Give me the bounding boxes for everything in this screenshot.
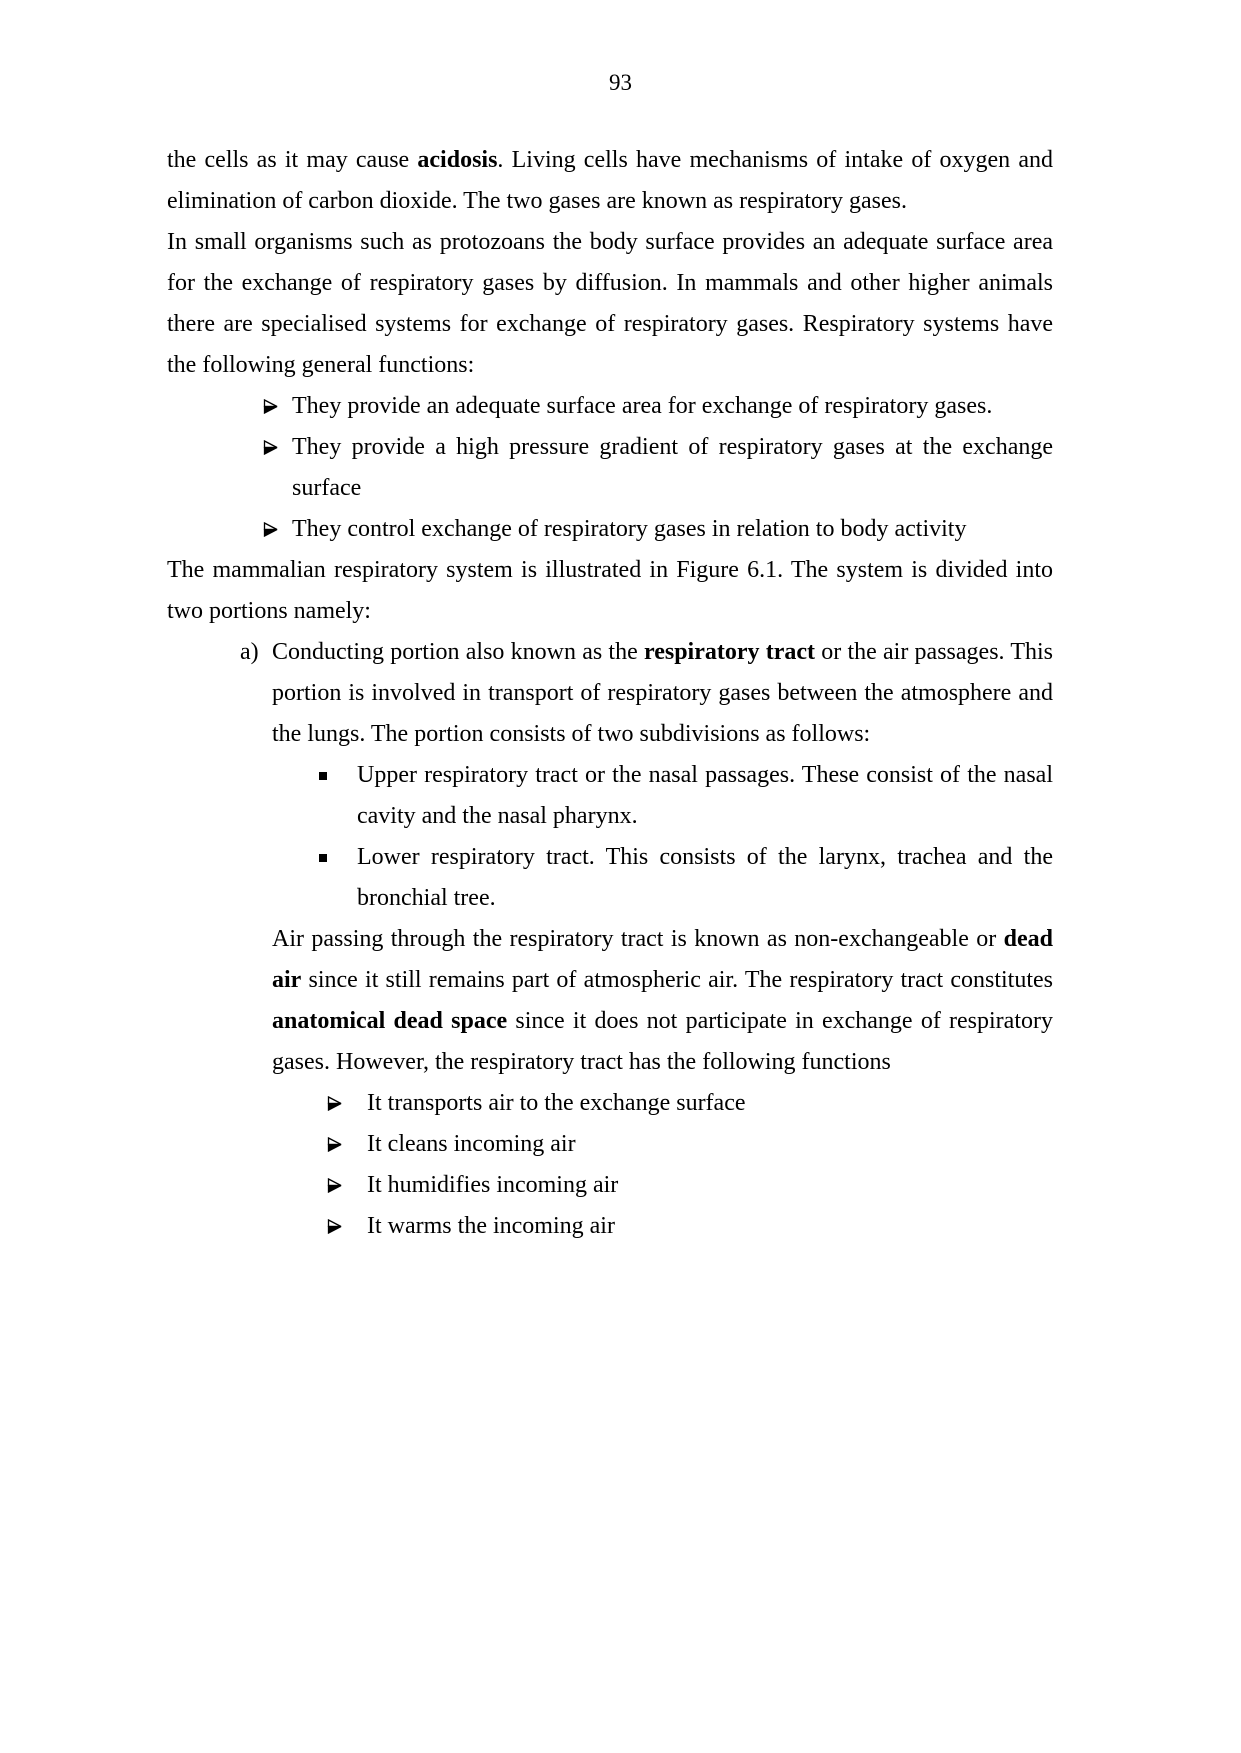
bold-term-dead-air: dead air bbox=[272, 926, 1053, 993]
list-item-text: It humidifies incoming air bbox=[367, 1172, 619, 1198]
list-item-text: It transports air to the exchange surface bbox=[367, 1090, 746, 1116]
list-item bbox=[167, 1165, 1053, 1206]
page-body bbox=[167, 140, 1053, 1247]
list-item-text: Lower respiratory tract. This consists of the larynx, trachea and the bronchial tree. bbox=[357, 844, 1053, 911]
paragraph-text: since it still remains part of atmospheric air. The respiratory tract constitutes bbox=[301, 967, 1053, 993]
paragraph-dead-air bbox=[272, 919, 1053, 1083]
arrow-bullet-icon bbox=[263, 399, 279, 414]
paragraph-text: or the air passages. This portion is involved in transport of respiratory gases between the atmosphere and the lungs. The portion consists of two subdivisions as follows: bbox=[272, 639, 1053, 747]
paragraph-text: . Living cells have mechanisms of intake of oxygen and elimination of carbon dioxide. The two gases are known as respiratory gases. bbox=[167, 147, 1053, 214]
list-item bbox=[167, 837, 1053, 919]
list-item bbox=[167, 1083, 1053, 1124]
arrow-bullet-icon bbox=[263, 440, 279, 455]
paragraph-text: the cells as it may cause bbox=[167, 147, 418, 173]
list-item-text: Upper respiratory tract or the nasal passages. These consist of the nasal cavity and the nasal pharynx. bbox=[357, 762, 1053, 829]
list-item-text: They provide an adequate surface area for exchange of respiratory gases. bbox=[292, 393, 993, 419]
paragraph-small-organisms: In small organisms such as protozoans the body surface provides an adequate surface area for the exchange of respiratory gases by diffusion. In mammals and other higher animals there are specialised systems for exchange of respiratory gases. Respiratory systems have the following general functions: bbox=[167, 229, 1053, 378]
arrow-bullet-icon bbox=[327, 1219, 343, 1234]
list-item bbox=[167, 386, 1053, 427]
paragraph-mammalian-system: The mammalian respiratory system is illustrated in Figure 6.1. The system is divided into two portions namely: bbox=[167, 557, 1053, 624]
square-bullet-icon bbox=[319, 772, 327, 780]
list-item bbox=[167, 1124, 1053, 1165]
arrow-bullet-icon bbox=[327, 1096, 343, 1111]
lettered-item-a bbox=[167, 632, 1053, 755]
page-number: 93 bbox=[609, 70, 632, 95]
list-item-text: It cleans incoming air bbox=[367, 1131, 576, 1157]
paragraph-acidosis bbox=[167, 140, 1053, 222]
arrow-bullet-icon bbox=[327, 1137, 343, 1152]
list-marker-a: a) bbox=[240, 639, 259, 665]
bold-term-acidosis: acidosis bbox=[417, 147, 498, 173]
tract-functions-list bbox=[167, 1083, 1053, 1247]
bold-term-respiratory-tract: respiratory tract bbox=[643, 639, 816, 665]
subdivision-list bbox=[167, 755, 1053, 919]
list-item-text: They control exchange of respiratory gases in relation to body activity bbox=[292, 516, 967, 542]
list-item bbox=[167, 755, 1053, 837]
bold-term-anatomical-dead-space: anatomical dead space bbox=[272, 1008, 508, 1034]
general-functions-list bbox=[167, 386, 1053, 550]
square-bullet-icon bbox=[319, 854, 327, 862]
paragraph-conducting-portion bbox=[272, 632, 1053, 755]
arrow-bullet-icon bbox=[327, 1178, 343, 1193]
list-item bbox=[167, 427, 1053, 509]
paragraph-text: Conducting portion also known as the bbox=[272, 639, 644, 665]
list-item-text: They provide a high pressure gradient of respiratory gases at the exchange surface bbox=[292, 434, 1053, 501]
arrow-bullet-icon bbox=[263, 522, 279, 537]
list-item bbox=[167, 1206, 1053, 1247]
paragraph-text: Air passing through the respiratory tract is known as non-exchangeable or bbox=[272, 926, 1004, 952]
list-item-text: It warms the incoming air bbox=[367, 1213, 615, 1239]
list-item bbox=[167, 509, 1053, 550]
paragraph-text: since it does not participate in exchange of respiratory gases. However, the respiratory tract has the following functions bbox=[272, 1008, 1053, 1075]
